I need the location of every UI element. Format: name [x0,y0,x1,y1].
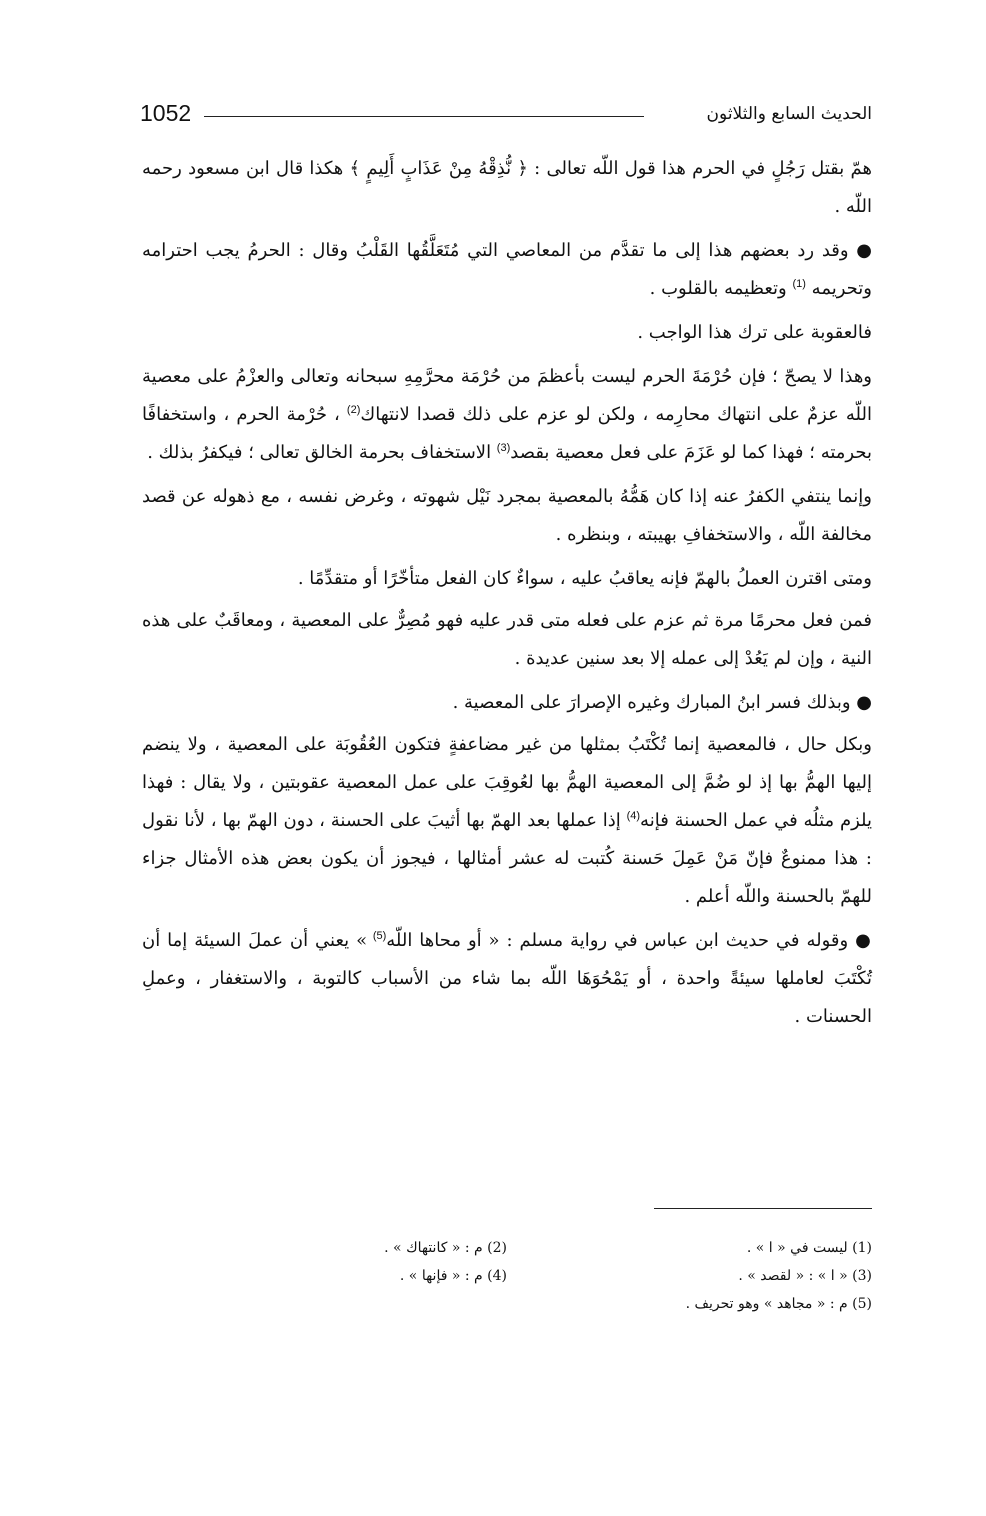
running-title: الحديث السابع والثلاثون [706,104,872,124]
footnote-rule [654,1208,872,1209]
main-text [142,150,872,1042]
footnote-3: (3) « ا » : « لقصد » . [738,1268,872,1284]
paragraph-text: وبكل حال ، فالمعصية إنما تُكْتَبُ بمثلها من غير مضاعفةٍ فتكون العُقُوبَة على المعصية ، ولا ينضم إليها الهمُّ بها إذ لو ضُمَّ إلى المعصية الهمُّ بها لعُوقِبَ على عمل المعصية عقوبتين ، ولا يقال : فهذا يلزم مثلُه في عمل الحسنة فإنه [142,734,873,831]
footnote-1: (1) ليست في « ا » . [746,1240,872,1256]
footnote-5: (5) م : « مجاهد » وهو تحريف . [685,1296,872,1312]
paragraph-9 [142,726,872,916]
paragraph-7: فمن فعل محرمًا مرة ثم عزم على فعله متى قدر عليه فهو مُصِرٌّ على المعصية ، ومعاقَبٌ على هذه النية ، وإن لم يَعُدْ إلى عمله إلا بعد سنين عديدة . [142,610,872,669]
paragraph-8: ● وبذلك فسر ابنُ المبارك وغيره الإصرارَ على المعصية . [452,692,872,713]
paragraph-text: ● وقوله في حديث ابن عباس في رواية مسلم : « أو محاها اللّه [386,930,873,951]
header-rule [204,116,644,117]
paragraph-text: ● وقد رد بعضهم هذا إلى ما تقدَّم من المعاصي التي مُتَعَلَّقُها القَلْبُ وقال : الحرمُ يجب احترامه وتحريمه [142,240,872,299]
paragraph-text: » يعني أن عملَ السيئة إما أن تُكْتَبَ لعاملها سيئةً واحدة ، أو يَمْحُوَهَا اللّه بما شاء من الأسباب كالتوبة ، والاستغفار ، وعملِ الحسنات . [142,930,872,1027]
page-number: 1052 [140,100,192,126]
footnote-ref-4: (4) [626,810,641,822]
paragraph-text: إذا عملها بعد الهمّ بها أثيبَ على الحسنة ، دون الهمّ بها ، لأنا نقول : هذا ممنوعٌ فإنّ مَنْ عَمِلَ حَسنة كُتبت له عشر أمثالها ، فيجوز أن يكون بعض هذه الأمثال جزاء للهمّ بالحسنة واللّه أعلم . [142,810,872,907]
paragraph-3: فالعقوبة على ترك هذا الواجب . [637,322,872,343]
paragraph-1: همّ بقتل رَجُلٍ في الحرم هذا قول اللّه تعالى : ﴿ نُّذِقْهُ مِنْ عَذَابٍ أَلِيمٍ ﴾ هكذا قال ابن مسعود رحمه اللّه . [142,158,872,217]
footnote-row [142,1262,872,1290]
footnote-row [142,1234,872,1262]
paragraph-6: ومتى اقترن العملُ بالهمّ فإنه يعاقبُ عليه ، سواءٌ كان الفعل متأخّرًا أو متقدِّمًا . [297,568,872,589]
paragraph-text: وتعظيمه بالقلوب . [649,278,793,299]
footnote-2: (2) م : « كانتهاك » . [384,1240,507,1256]
paragraph-text: الاستخفاف بحرمة الخالق تعالى ؛ فيكفرُ بذلك . [147,442,497,463]
footnote-ref-2: (2) [346,404,361,416]
footnote-4: (4) م : « فإنها » . [399,1268,507,1284]
paragraph-text: وهذا لا يصحّ ؛ فإن حُرْمَةَ الحرم ليست بأعظمَ من حُرْمَة محرَّمِهِ سبحانه وتعالى والعزْمُ على معصية اللّه عزمٌ على انتهاك محارِمه ، ولكن لو عزم على ذلك قصدا لانتهاك [142,366,873,425]
paragraph-text: ، حُرْمة الحرم ، واستخفافًا بحرمته ؛ فهذا كما لو عَزَمَ على فعل معصية بقصد [142,404,872,463]
page-header [140,98,872,132]
footnote-ref-5: (5) [372,930,387,942]
paragraph-4 [142,358,872,472]
paragraph-5: وإنما ينتفي الكفرُ عنه إذا كان هَمُّهُ بالمعصية بمجرد نَيْل شهوته ، وغرض نفسه ، مع ذهوله عن قصد مخالفة اللّه ، والاستخفافِ بهيبته ، وبنظره . [142,486,872,545]
paragraph-10 [142,922,872,1036]
footnotes [142,1234,872,1318]
footnote-ref-3: (3) [496,442,511,454]
footnote-ref-1: (1) [792,278,806,290]
footnote-row [142,1290,872,1318]
paragraph-2 [142,232,872,308]
